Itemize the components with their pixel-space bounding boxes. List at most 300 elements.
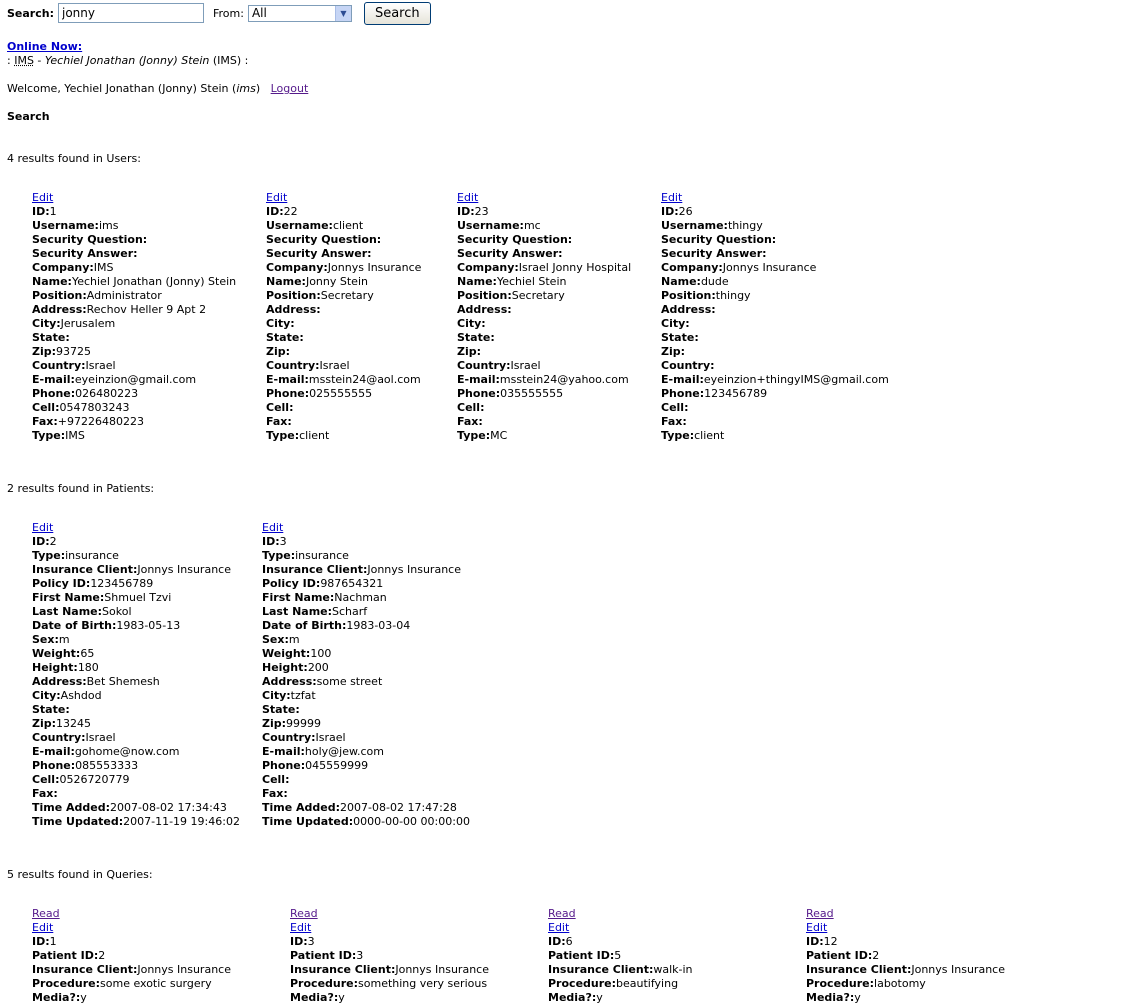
field-label: Country: <box>32 359 86 372</box>
field-label: Height: <box>262 661 308 674</box>
field-label: Sex: <box>32 633 59 646</box>
field-value: Sokol <box>102 605 132 618</box>
field-label: Procedure: <box>290 977 359 990</box>
field-value: Scharf <box>332 605 368 618</box>
field-row <box>661 233 889 247</box>
field-row <box>457 261 631 275</box>
field-row <box>661 317 889 331</box>
field-row <box>262 759 470 773</box>
field-value: 2007-11-19 19:46:02 <box>123 815 240 828</box>
field-value: 6 <box>565 935 573 948</box>
field-row <box>661 331 889 345</box>
field-label: Insurance Client: <box>32 963 138 976</box>
field-value: Jonnys Insurance <box>137 963 231 976</box>
field-value: Israel <box>510 359 541 372</box>
edit-link[interactable]: Edit <box>457 191 479 204</box>
field-row <box>661 275 889 289</box>
patients-record <box>32 521 240 829</box>
field-label: Media?: <box>290 991 339 1004</box>
field-value: walk-in <box>653 963 693 976</box>
field-row <box>266 429 421 443</box>
field-value: Jerusalem <box>60 317 116 330</box>
field-value: some street <box>316 675 383 688</box>
field-row <box>661 345 889 359</box>
edit-link[interactable]: Edit <box>290 921 312 934</box>
field-label: Company: <box>661 261 723 274</box>
field-value: client <box>694 429 725 442</box>
field-label: Zip: <box>661 345 686 358</box>
field-value: Rechov Heller 9 Apt 2 <box>86 303 207 316</box>
field-row <box>32 429 236 443</box>
field-row <box>457 247 631 261</box>
field-label: State: <box>262 703 300 716</box>
field-value: msstein24@yahoo.com <box>499 373 629 386</box>
field-row <box>32 401 236 415</box>
field-label: Security Question: <box>661 233 777 246</box>
field-row <box>262 619 470 633</box>
field-value: 025555555 <box>309 387 373 400</box>
field-row <box>32 373 236 387</box>
field-row <box>266 359 421 373</box>
field-label: Phone: <box>266 387 310 400</box>
field-row <box>262 549 470 563</box>
field-row <box>32 935 231 949</box>
field-value: 045559999 <box>305 759 369 772</box>
online-users-line <box>7 54 248 67</box>
field-row <box>32 359 236 373</box>
field-value: 0526720779 <box>59 773 130 786</box>
field-row <box>661 387 889 401</box>
field-label: Phone: <box>661 387 705 400</box>
users-record <box>661 191 889 443</box>
online-user-name: Yechiel Jonathan (Jonny) Stein <box>44 54 210 67</box>
field-value: thingy <box>715 289 751 302</box>
welcome-text-end: ) <box>255 82 261 95</box>
field-label: First Name: <box>32 591 105 604</box>
field-row <box>32 977 231 991</box>
field-label: Media?: <box>806 991 855 1004</box>
field-row <box>457 303 631 317</box>
field-row <box>457 401 631 415</box>
field-label: Address: <box>262 675 317 688</box>
welcome-line <box>7 82 308 95</box>
field-label: Patient ID: <box>32 949 99 962</box>
field-label: Company: <box>266 261 328 274</box>
field-row <box>262 647 470 661</box>
field-value: 1983-05-13 <box>116 619 181 632</box>
search-input[interactable] <box>58 3 204 23</box>
field-label: Fax: <box>262 787 288 800</box>
field-label: E-mail: <box>32 745 75 758</box>
welcome-text: Welcome, Yechiel Jonathan (Jonny) Stein ( <box>7 82 237 95</box>
field-row <box>806 963 1005 977</box>
field-row <box>266 233 421 247</box>
field-row <box>806 977 1005 991</box>
field-value: Jonnys Insurance <box>137 563 231 576</box>
field-label: Name: <box>661 275 701 288</box>
field-row <box>806 991 1005 1005</box>
field-label: City: <box>32 317 61 330</box>
field-value: 2 <box>872 949 880 962</box>
field-value: Israel <box>85 359 116 372</box>
field-row <box>457 429 631 443</box>
field-label: Security Question: <box>266 233 382 246</box>
field-row <box>262 535 470 549</box>
field-label: Insurance Client: <box>806 963 912 976</box>
field-label: Phone: <box>32 759 76 772</box>
field-value: 2007-08-02 17:47:28 <box>340 801 457 814</box>
field-label: State: <box>32 703 70 716</box>
field-value: MC <box>490 429 508 442</box>
field-label: Procedure: <box>32 977 101 990</box>
field-label: State: <box>457 331 495 344</box>
field-row <box>262 689 470 703</box>
edit-link[interactable]: Edit <box>266 191 288 204</box>
chevron-down-icon[interactable]: ▼ <box>335 6 351 21</box>
field-value: 26 <box>678 205 693 218</box>
field-row <box>32 345 236 359</box>
field-row <box>457 233 631 247</box>
queries-record <box>290 907 489 1005</box>
field-value: 0000-00-00 00:00:00 <box>353 815 470 828</box>
field-value: mc <box>523 219 541 232</box>
field-value: Israel <box>315 731 346 744</box>
patients-results-heading: 2 results found in Patients: <box>7 482 155 495</box>
queries-record <box>806 907 1005 1005</box>
field-row <box>32 787 240 801</box>
field-label: Media?: <box>32 991 81 1004</box>
field-label: Country: <box>661 359 715 372</box>
field-value: insurance <box>65 549 119 562</box>
field-row <box>661 359 889 373</box>
field-row <box>32 387 236 401</box>
field-value: tzfat <box>290 689 316 702</box>
field-label: Username: <box>266 219 333 232</box>
field-label: Zip: <box>262 717 287 730</box>
field-value: 12 <box>823 935 838 948</box>
field-label: Address: <box>661 303 716 316</box>
field-label: Zip: <box>457 345 482 358</box>
field-label: Height: <box>32 661 78 674</box>
field-label: Date of Birth: <box>262 619 347 632</box>
field-label: Type: <box>457 429 491 442</box>
field-row <box>661 219 889 233</box>
field-value: 1 <box>49 935 57 948</box>
field-value: gohome@now.com <box>74 745 180 758</box>
field-value: Shmuel Tzvi <box>104 591 172 604</box>
field-row <box>457 219 631 233</box>
field-label: City: <box>32 689 61 702</box>
patients-record <box>262 521 470 829</box>
field-row <box>32 731 240 745</box>
field-value: Yechiel Jonathan (Jonny) Stein <box>71 275 237 288</box>
field-label: Address: <box>32 303 87 316</box>
welcome-username: ims <box>236 82 256 95</box>
field-label: E-mail: <box>266 373 309 386</box>
field-row <box>32 591 240 605</box>
field-row <box>32 331 236 345</box>
field-row <box>661 247 889 261</box>
field-label: Security Question: <box>457 233 573 246</box>
field-label: Fax: <box>32 787 58 800</box>
field-label: Time Added: <box>262 801 341 814</box>
field-row <box>661 415 889 429</box>
field-row <box>32 303 236 317</box>
field-row <box>32 661 240 675</box>
field-label: Position: <box>457 289 512 302</box>
field-value: 200 <box>307 661 329 674</box>
field-label: Security Question: <box>32 233 148 246</box>
field-label: Fax: <box>266 415 292 428</box>
field-row <box>262 675 470 689</box>
field-row <box>32 949 231 963</box>
field-label: Patient ID: <box>806 949 873 962</box>
field-label: Cell: <box>32 773 60 786</box>
field-row <box>262 563 470 577</box>
field-value: +97226480223 <box>57 415 144 428</box>
field-row <box>32 563 240 577</box>
field-label: Fax: <box>457 415 483 428</box>
field-row <box>266 331 421 345</box>
field-value: Ashdod <box>60 689 102 702</box>
field-label: Cell: <box>266 401 294 414</box>
field-label: Phone: <box>457 387 501 400</box>
field-label: Zip: <box>32 717 57 730</box>
field-label: Sex: <box>262 633 289 646</box>
field-row <box>457 359 631 373</box>
field-value: holy@jew.com <box>304 745 384 758</box>
edit-link[interactable]: Edit <box>32 521 54 534</box>
field-row <box>32 759 240 773</box>
edit-link[interactable]: Edit <box>32 191 54 204</box>
field-label: ID: <box>32 205 50 218</box>
field-value: Israel Jonny Hospital <box>518 261 632 274</box>
field-value: Jonny Stein <box>305 275 368 288</box>
field-row <box>290 991 489 1005</box>
field-value: 2 <box>98 949 106 962</box>
field-row <box>661 303 889 317</box>
field-value: y <box>596 991 603 1004</box>
field-row <box>661 373 889 387</box>
edit-link[interactable]: Edit <box>262 521 284 534</box>
users-results-heading: 4 results found in Users: <box>7 152 141 165</box>
field-row <box>32 415 236 429</box>
field-row <box>32 219 236 233</box>
field-row <box>457 387 631 401</box>
field-row <box>266 317 421 331</box>
field-label: Address: <box>266 303 321 316</box>
field-label: Name: <box>266 275 306 288</box>
field-row <box>290 935 489 949</box>
field-row <box>262 815 470 829</box>
field-row <box>266 345 421 359</box>
field-row <box>661 429 889 443</box>
field-row <box>262 801 470 815</box>
field-label: Weight: <box>32 647 81 660</box>
field-row <box>32 233 236 247</box>
field-value: 987654321 <box>320 577 384 590</box>
field-value: m <box>58 633 70 646</box>
field-value: insurance <box>295 549 349 562</box>
field-value: some exotic surgery <box>100 977 212 990</box>
search-label: Search: <box>7 6 54 20</box>
field-row <box>32 991 231 1005</box>
field-label: Fax: <box>32 415 58 428</box>
field-label: City: <box>262 689 291 702</box>
field-label: Type: <box>262 549 296 562</box>
field-row <box>266 289 421 303</box>
field-label: Date of Birth: <box>32 619 117 632</box>
field-row <box>457 289 631 303</box>
field-label: E-mail: <box>262 745 305 758</box>
field-value: ims <box>98 219 119 232</box>
field-row <box>32 773 240 787</box>
field-row <box>32 815 240 829</box>
edit-link[interactable]: Edit <box>661 191 683 204</box>
field-label: Weight: <box>262 647 311 660</box>
field-row <box>266 401 421 415</box>
field-label: Username: <box>661 219 728 232</box>
field-label: Country: <box>262 731 316 744</box>
edit-link[interactable]: Edit <box>548 921 570 934</box>
field-value: y <box>854 991 861 1004</box>
field-value: 123456789 <box>704 387 768 400</box>
field-label: State: <box>32 331 70 344</box>
field-value: Secretary <box>320 289 374 302</box>
edit-link[interactable]: Edit <box>32 921 54 934</box>
edit-link[interactable]: Edit <box>806 921 828 934</box>
field-row <box>262 717 470 731</box>
field-label: Insurance Client: <box>290 963 396 976</box>
queries-results-heading: 5 results found in Queries: <box>7 868 153 881</box>
field-row <box>457 345 631 359</box>
field-label: Type: <box>32 429 66 442</box>
field-value: 22 <box>283 205 298 218</box>
field-label: E-mail: <box>661 373 704 386</box>
field-value: 085553333 <box>75 759 139 772</box>
field-row <box>32 689 240 703</box>
field-label: Zip: <box>32 345 57 358</box>
field-value: Jonnys Insurance <box>327 261 422 274</box>
field-value: eyeinzion@gmail.com <box>74 373 197 386</box>
field-row <box>290 977 489 991</box>
field-row <box>661 261 889 275</box>
field-row <box>457 331 631 345</box>
field-value: y <box>80 991 87 1004</box>
from-select-value: All <box>251 6 267 20</box>
field-row <box>266 247 421 261</box>
from-select[interactable] <box>248 5 352 22</box>
field-value: 65 <box>80 647 95 660</box>
field-row <box>548 935 693 949</box>
field-row <box>266 373 421 387</box>
field-label: Insurance Client: <box>262 563 368 576</box>
field-row <box>457 415 631 429</box>
read-link[interactable]: Read <box>32 907 60 920</box>
field-label: Last Name: <box>262 605 333 618</box>
field-label: Type: <box>32 549 66 562</box>
field-label: Company: <box>32 261 94 274</box>
field-row <box>32 619 240 633</box>
queries-record <box>548 907 693 1005</box>
field-label: ID: <box>806 935 824 948</box>
field-row <box>266 275 421 289</box>
field-label: Zip: <box>266 345 291 358</box>
field-value: Secretary <box>511 289 565 302</box>
field-row <box>32 703 240 717</box>
field-label: City: <box>266 317 295 330</box>
field-row <box>457 205 631 219</box>
field-value: 93725 <box>56 345 92 358</box>
field-label: Country: <box>32 731 86 744</box>
field-value: 3 <box>279 535 287 548</box>
field-value: 123456789 <box>90 577 154 590</box>
field-row <box>548 991 693 1005</box>
field-value: Nachman <box>334 591 387 604</box>
field-label: Position: <box>32 289 87 302</box>
field-value: m <box>288 633 300 646</box>
field-value: y <box>338 991 345 1004</box>
field-row <box>32 275 236 289</box>
field-label: Type: <box>661 429 695 442</box>
field-value: Jonnys Insurance <box>722 261 817 274</box>
field-label: Name: <box>32 275 72 288</box>
field-value: 0547803243 <box>59 401 130 414</box>
field-label: Address: <box>32 675 87 688</box>
logout-link[interactable]: Logout <box>270 82 309 95</box>
online-user-code: IMS <box>14 54 34 67</box>
field-value: dude <box>700 275 729 288</box>
field-label: Last Name: <box>32 605 103 618</box>
field-value: Jonnys Insurance <box>395 963 489 976</box>
field-value: IMS <box>93 261 114 274</box>
read-link[interactable]: Read <box>548 907 576 920</box>
field-row <box>806 935 1005 949</box>
field-label: E-mail: <box>457 373 500 386</box>
field-label: State: <box>266 331 304 344</box>
field-row <box>266 303 421 317</box>
field-label: ID: <box>548 935 566 948</box>
field-label: Fax: <box>661 415 687 428</box>
field-value: 2 <box>49 535 57 548</box>
search-bar <box>7 2 431 24</box>
field-row <box>266 387 421 401</box>
search-button[interactable]: Search <box>364 2 431 25</box>
read-link[interactable]: Read <box>290 907 318 920</box>
field-label: ID: <box>457 205 475 218</box>
field-row <box>262 605 470 619</box>
field-label: ID: <box>266 205 284 218</box>
field-value: 99999 <box>286 717 322 730</box>
field-value: Yechiel Stein <box>496 275 567 288</box>
field-label: ID: <box>661 205 679 218</box>
field-row <box>457 317 631 331</box>
field-row <box>32 717 240 731</box>
field-row <box>290 949 489 963</box>
field-value: client <box>299 429 330 442</box>
field-value: Israel <box>319 359 350 372</box>
read-link[interactable]: Read <box>806 907 834 920</box>
field-row <box>262 703 470 717</box>
field-label: Policy ID: <box>262 577 321 590</box>
field-label: Security Answer: <box>32 247 138 260</box>
online-now-link[interactable]: Online Now: <box>7 40 83 53</box>
field-value: 1983-03-04 <box>346 619 411 632</box>
field-row <box>290 963 489 977</box>
field-row <box>266 415 421 429</box>
field-label: Policy ID: <box>32 577 91 590</box>
field-label: Insurance Client: <box>32 563 138 576</box>
